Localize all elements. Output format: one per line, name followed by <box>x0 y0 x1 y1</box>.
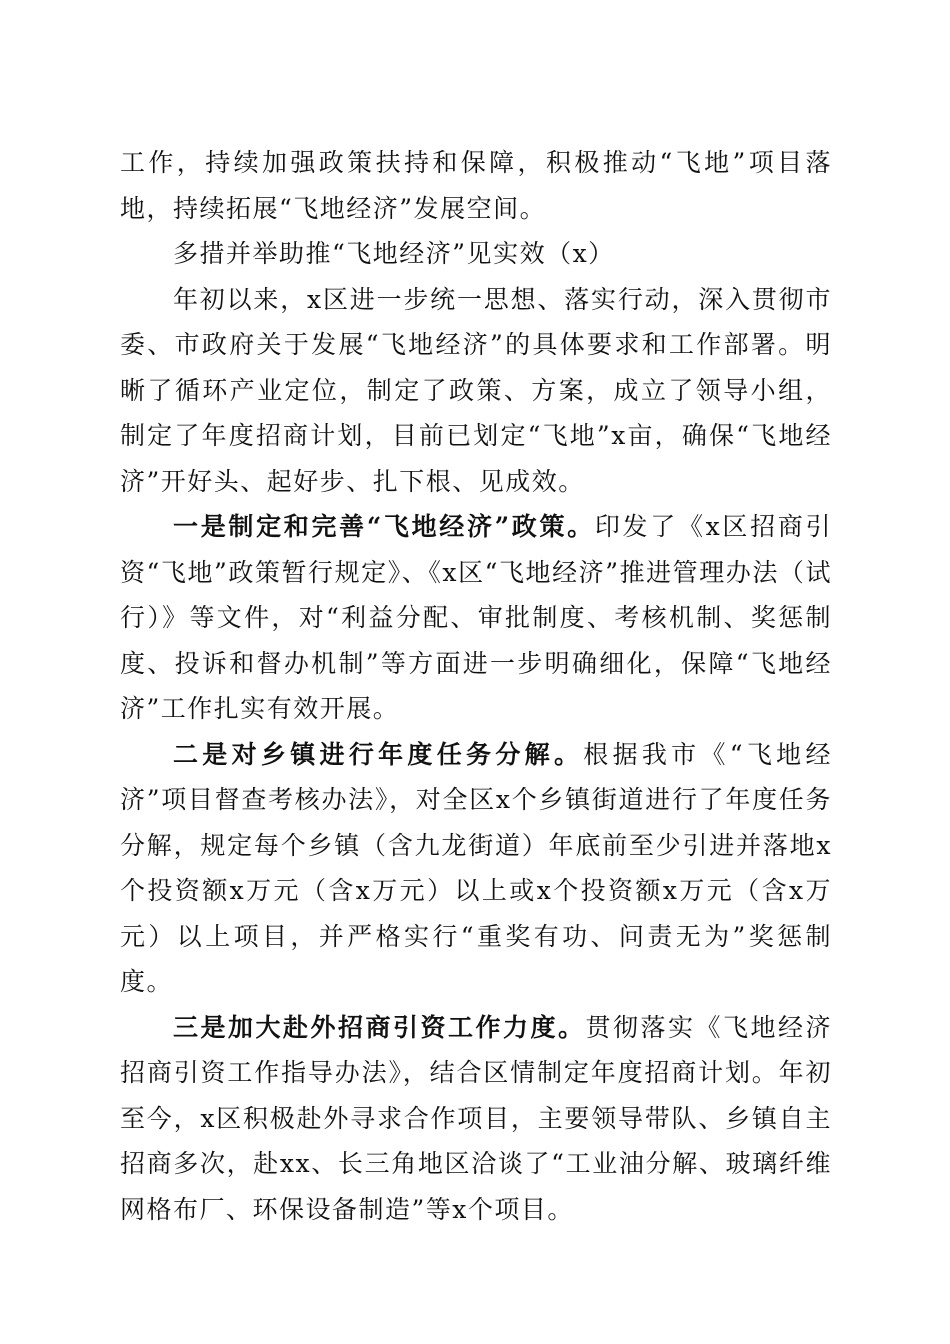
paragraph-text: 根据我市《“飞地经济”项目督查考核办法》，对全区x个乡镇街道进行了年度任务分解，规定每个乡镇（含九龙街道）年底前至少引进并落地x个投资额x万元（含x万元）以上或x个投资额x万元（含x万元）以上项目，并严格实行“重奖有功、问责无为”奖惩制度。 <box>120 739 832 996</box>
paragraph-text: 贯彻落实《飞地经济招商引资工作指导办法》，结合区情制定年度招商计划。年初至今，x区积极赴外寻求合作项目，主要领导带队、乡镇自主招商多次，赴xx、长三角地区洽谈了“工业油分解、玻璃纤维网格布厂、环保设备制造”等x个项目。 <box>120 1012 832 1224</box>
paragraph-point-1 <box>120 504 832 732</box>
paragraph-text: 印发了《x区招商引资“飞地”政策暂行规定》、《x区“飞地经济”推进管理办法（试行）》等文件，对“利益分配、审批制度、考核机制、奖惩制度、投诉和督办机制”等方面进一步明确细化，保障“飞地经济”工作扎实有效开展。 <box>120 512 833 723</box>
paragraph-lead: 三是加大赴外招商引资工作力度。 <box>173 1012 586 1042</box>
paragraph-lead: 二是对乡镇进行年度任务分解。 <box>173 739 584 769</box>
paragraph-text: 工作，持续加强政策扶持和保障，积极推动“飞地”项目落地，持续拓展“飞地经济”发展空间。 <box>120 148 832 223</box>
paragraph-point-3 <box>120 1005 832 1233</box>
paragraph-text: 年初以来，x区进一步统一思想、落实行动，深入贯彻市委、市政府关于发展“飞地经济”的具体要求和工作部署。明晰了循环产业定位，制定了政策、方案，成立了领导小组，制定了年度招商计划，目前已划定“飞地”x亩，确保“飞地经济”开好头、起好步、扎下根、见成效。 <box>120 284 832 496</box>
section-title <box>120 231 832 277</box>
paragraph-continuation <box>120 140 832 231</box>
paragraph-lead: 一是制定和完善“飞地经济”政策。 <box>173 512 595 541</box>
document-body <box>120 140 832 1232</box>
paragraph-point-2 <box>120 732 832 1005</box>
paragraph-intro <box>120 277 832 505</box>
section-title-text: 多措并举助推“飞地经济”见实效（x） <box>173 239 615 268</box>
